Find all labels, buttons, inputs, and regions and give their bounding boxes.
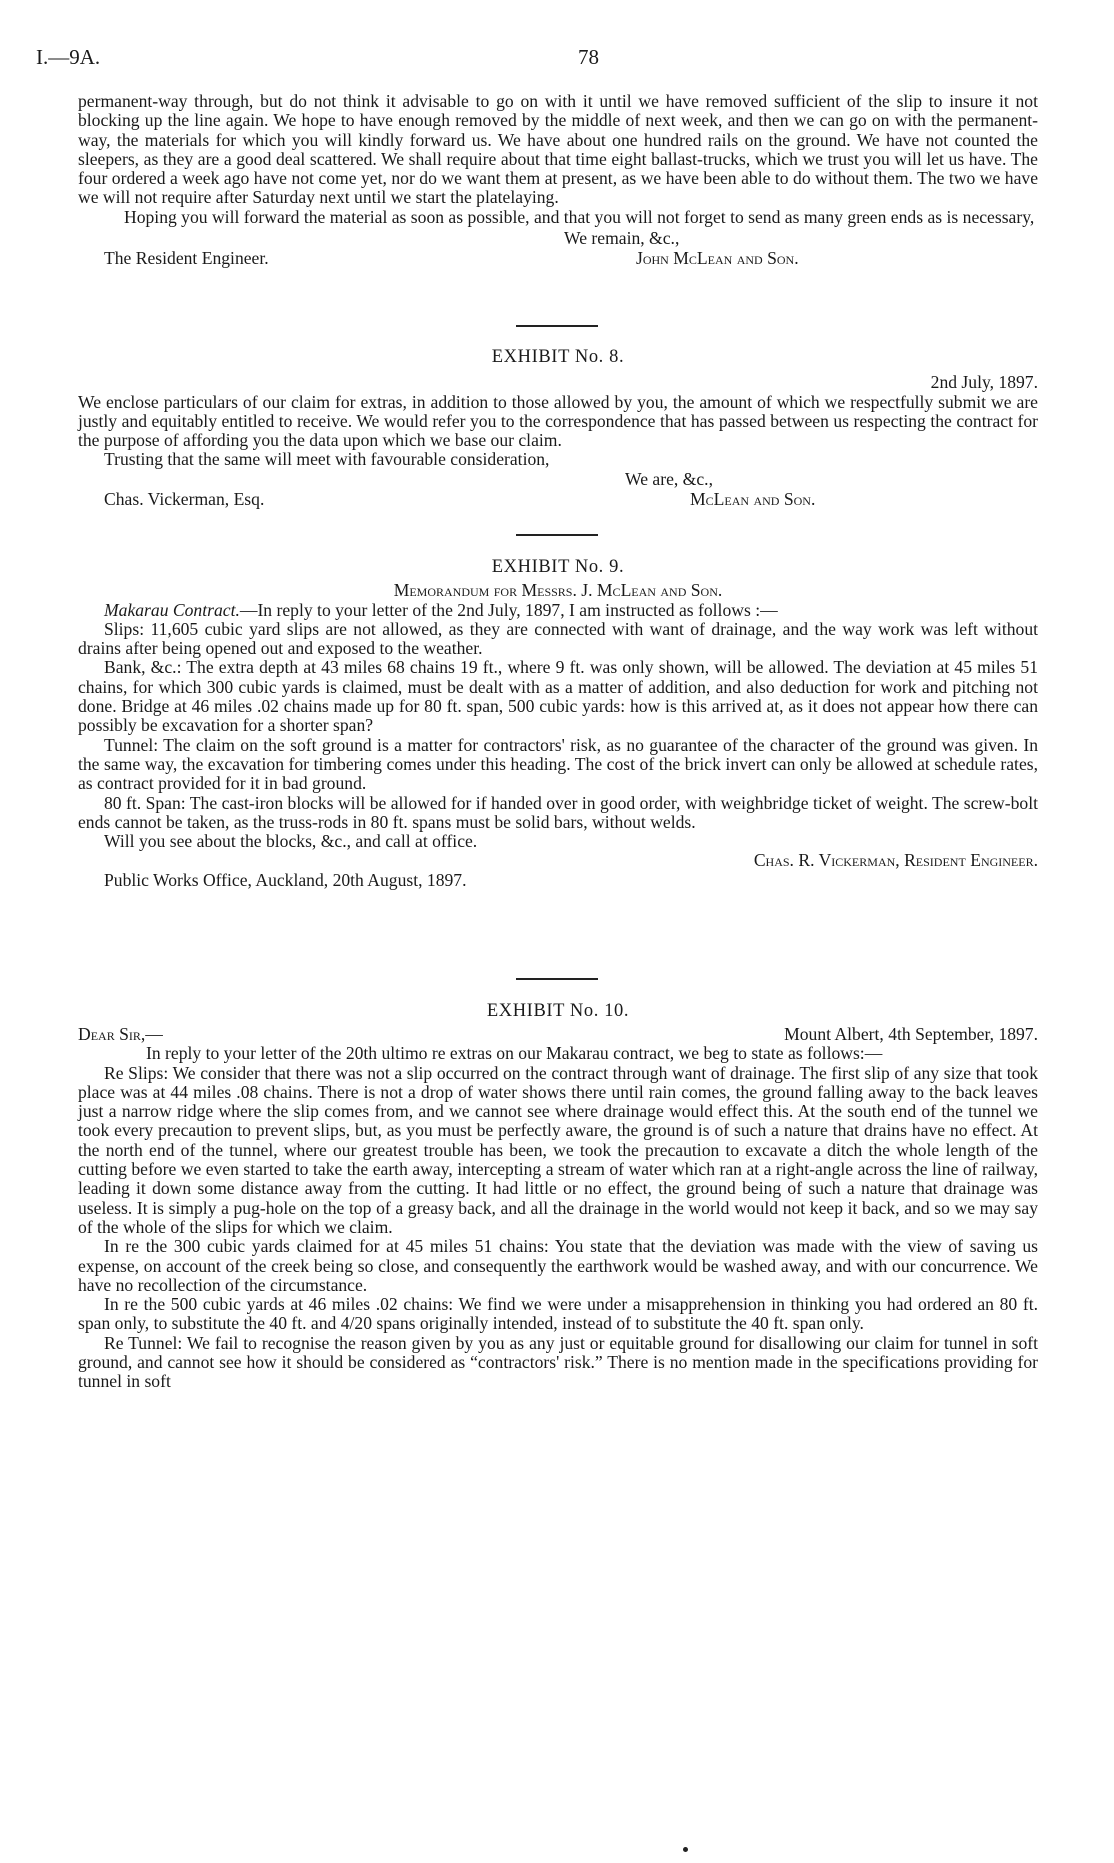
exhibit-8 [78,348,1038,510]
exhibit-paragraph: Trusting that the same will meet with favourable consideration, [104,449,550,470]
exhibit-9 [78,558,1038,890]
memo-paragraph: 80 ft. Span: The cast-iron blocks will be allowed for if handed over in good order, with weighbridge ticket of weight. The screw-bolt ends cannot be taken, as the truss-rods in 80 ft. spans must be solid bars, without welds. [78,792,1038,832]
memo-paragraph: Slips: 11,605 cubic yard slips are not allowed, as they are connected with want of drainage, and the way work was left without drains after being opened out and exposed to the weather. [78,618,1038,659]
place-date: Public Works Office, Auckland, 20th August, 1897. [104,869,467,890]
letter-paragraph: Re Tunnel: We fail to recognise the reason given by you as any just or equitable ground for disallowing our claim for tunnel in soft ground, and cannot see how it should be considered as “contractors' risk.” There is no mention made in the specifications providing for tunnel in soft [78,1332,1038,1392]
page-reference: I.—9A. [36,45,101,69]
letter-paragraph: Re Slips: We consider that there was not a slip occurred on the contract through want of drainage. The first slip of any size that took place was at 44 miles .08 chains. There is not a drop of water shows there until rain comes, the ground falling away to the back leaves just a narrow ridge where the slip comes from, and we cannot see where drainage would effect this. At the south end of the tunnel we took every precaution to prevent slips, but, as you must be perfectly aware, the ground is of such a nature that drains have no effect. At the north end of the tunnel, where our greatest trouble has been, we took the precaution to excavate a ditch the whole length of the cutting before we even started to take the earth away, intercepting a stream of water which ran at a right-angle across the line of railway, leading it down some distance away from the cutting. It had little or no effect, the ground being of such a nature that drainage was useless. It is simply a pug-hole on the top of a greasy back, and all the drainage in the world would not keep it back, and so we may say of the whole of the slips for which we claim. [78,1062,1038,1237]
page-mark [683,1847,688,1852]
section-divider [516,534,598,536]
addressee: The Resident Engineer. [104,248,269,269]
exhibit-heading: EXHIBIT No. 8. [491,347,625,367]
exhibit-paragraph: We enclose particulars of our claim for extras, in addition to those allowed by you, the amount of which we respectfully submit we are justly and equitably entitled to receive. We would refer you to the correspondence that has passed between us respecting the contract for the purpose of affording you the data upon which we base our claim. [78,391,1038,451]
section-divider [516,978,598,980]
closing-salutation: We remain, &c., [564,228,680,249]
signature: McLean and Son. [690,488,816,509]
memo-paragraph: Will you see about the blocks, &c., and call at office. [104,831,478,852]
exhibit-10 [78,1002,1038,1392]
memo-intro-text: —In reply to your letter of the 2nd July, 1897, I am instructed as follows :— [239,599,778,620]
letter-continuation [78,92,1038,269]
memo-paragraph: Tunnel: The claim on the soft ground is a matter for contractors' risk, as no guarantee of the character of the ground was given. In the same way, the excavation for timbering comes under this heading. The cost of the brick invert can only be allowed at schedule rates, as contract provided for it in bad ground. [78,734,1038,794]
closing-line [78,470,1038,490]
continuation-paragraph: permanent-way through, but do not think it advisable to go on with it until we have removed sufficient of the slip to insure it not blocking up the line again. We hope to have enough removed by the middle of next week, and then we can go on with the permanent-way, the materials for which you will kindly forward us. We have about one hundred rails on the ground. We have not counted the sleepers, as they are a good deal scattered. We shall require about that time eight ballast-trucks, which we trust you will let us have. The four ordered a week ago have not come yet, nor do we want them at present, as we have been able to do without them. The two we have we will not require after Saturday next until we start the platelaying. [78,91,1038,208]
addressee: Chas. Vickerman, Esq. [104,488,265,509]
continuation-paragraph: Hoping you will forward the material as soon as possible, and that you will not forget to send as many green ends as is necessary, [124,206,1035,227]
closing-salutation: We are, &c., [625,468,713,489]
letter-place-date: Mount Albert, 4th September, 1897. [784,1024,1038,1045]
letter-paragraph: In re the 300 cubic yards claimed for at 45 miles 51 chains: You state that the deviation was made with the view of saving us expense, on account of the creek being so close, and consequently the earthwork would be washed away, and with our concurrence. We have no recollection of the circumstance. [78,1236,1038,1295]
signature: Chas. R. Vickerman, Resident Engineer. [753,850,1038,871]
salutation-line [78,1025,1038,1044]
letter-paragraph: In reply to your letter of the 20th ultimo re extras on our Makarau contract, we beg to state as follows:— [146,1043,883,1064]
exhibit-heading: EXHIBIT No. 9. [491,557,625,577]
page-header [36,45,1076,78]
letter-paragraph: In re the 500 cubic yards at 46 miles .02 chains: We find we were under a misapprehension in thinking you had ordered an 80 ft. span only, to substitute the 40 ft. and 4/20 spans originally intended, instead of to substitute the 40 ft. span only. [78,1294,1038,1334]
signature-line [78,490,1038,510]
signature: John McLean and Son. [636,248,799,269]
signature-line [78,249,1038,269]
page-number: 78 [578,45,599,69]
memo-title: Memorandum for Messrs. J. McLean and Son. [393,580,723,601]
section-divider [516,325,598,327]
salutation: Dear Sir,— [78,1024,163,1045]
letter-date: 2nd July, 1897. [930,372,1038,393]
exhibit-heading: EXHIBIT No. 10. [486,1001,630,1021]
contract-label: Makarau Contract. [104,599,240,620]
memo-intro [78,601,1038,620]
closing-line [78,229,1038,249]
memo-paragraph: Bank, &c.: The extra depth at 43 miles 68 chains 19 ft., where 9 ft. was only shown, will be allowed. The deviation at 45 miles 51 chains, for which 300 cubic yards is claimed, must be dealt with as a matter of addition, and also deduction for work and pitching not done. Bridge at 46 miles .02 chains made up for 80 ft. span, 500 cubic yards: how is this arrived at, as it does not appear how there can possibly be excavation for a shorter span? [78,657,1038,736]
